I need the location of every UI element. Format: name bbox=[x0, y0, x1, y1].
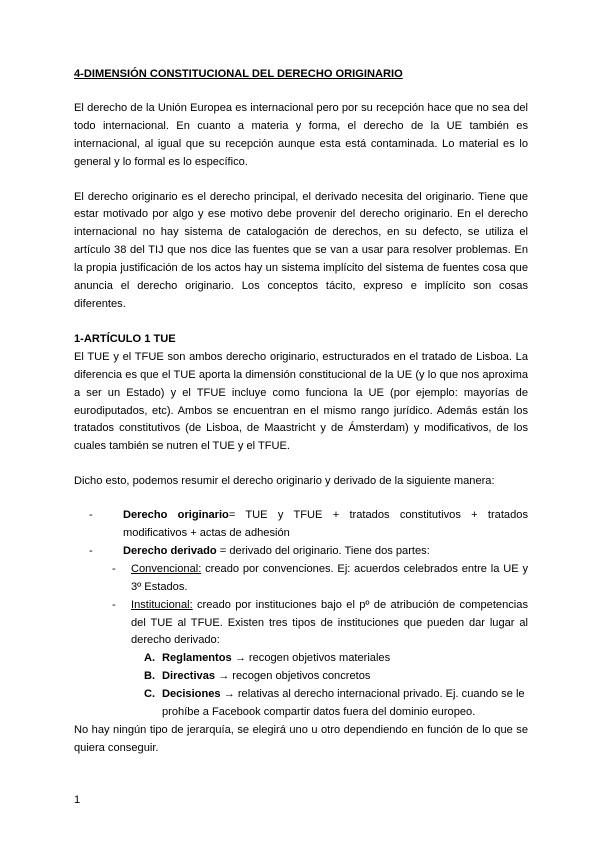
text-decisiones: → relativas al derecho internacional privado. Ej. cuando se le prohíbe a Facebook compartir datos fuera del dominio europeo. bbox=[162, 688, 525, 719]
term-originario: Derecho originario bbox=[123, 509, 229, 522]
summary-list bbox=[74, 507, 528, 722]
text-derivado: = derivado del originario. Tiene dos partes: bbox=[216, 544, 430, 557]
paragraph-originario: El derecho originario es el derecho principal, el derivado necesita del originario. Tiene que estar motivado por algo y ese motivo debe provenir del derecho originario. En el derecho internacional no hay sistema de catalogación de derechos, en su defecto, se utiliza el artículo 38 del TIJ que nos dice las fuentes que se van a usar para resolver problemas. En la propia justificación de los actos hay un sistema implícito del sistema de fuentes cosa que anuncia el derecho originario. Los conceptos tácito, expreso e implícito son cosas diferentes. bbox=[74, 190, 528, 310]
text-directivas: → recogen objetivos concretos bbox=[215, 670, 371, 683]
term-decisiones: Decisiones bbox=[162, 688, 221, 701]
paragraph-tue-tfue: El TUE y el TFUE son ambos derecho originario, estructurados en el tratado de Lisboa. La diferencia es que el TUE aporta la dimensión constitucional de la UE (y lo que nos aproxima a ser un Estado) y el TFUE incluye como funciona la UE (por ejemplo: mayorías de eurodiputados, etc). Ambos se encuentran en el mismo rango jurídico. Además están los tratados constitutivos (de Lisboa, de Maastricht y de Ámsterdam) y modificativos, de los cuales también se nutren el TUE y el TFUE. bbox=[74, 350, 528, 453]
page-number: 1 bbox=[74, 794, 81, 806]
text-originario: = TUE y TFUE + tratados constitutivos + tratados modificativos + actas de adhesión bbox=[123, 509, 528, 540]
term-convencional: Convencional: bbox=[131, 562, 202, 575]
page-title: 4-DIMENSIÓN CONSTITUCIONAL DEL DERECHO ORIGINARIO bbox=[74, 68, 403, 80]
marker-c: C. bbox=[144, 688, 156, 701]
alpha-list bbox=[74, 650, 528, 722]
term-derivado: Derecho derivado bbox=[123, 544, 217, 557]
text-reglamentos: → recogen objetivos materiales bbox=[231, 652, 391, 665]
alpha-item-reglamentos bbox=[144, 650, 528, 668]
list-item-derivado bbox=[89, 543, 528, 561]
alpha-item-decisiones bbox=[144, 686, 528, 722]
alpha-item-directivas bbox=[144, 668, 528, 686]
paragraph-summary-intro: Dicho esto, podemos resumir el derecho originario y derivado de la siguiente manera: bbox=[74, 475, 495, 488]
term-reglamentos: Reglamentos bbox=[162, 652, 232, 665]
paragraph-intro: El derecho de la Unión Europea es internacional pero por su recepción hace que no sea del todo internacional. En cuanto a materia y forma, el derecho de la UE también es internacional, al igual que su recepción aunque esta está contaminada. Lo material es lo general y lo formal es lo específico. bbox=[74, 101, 528, 168]
marker-b: B. bbox=[144, 670, 156, 683]
term-directivas: Directivas bbox=[162, 670, 216, 683]
text-convencional: creado por convenciones. Ej: acuerdos celebrados entre la UE y 3º Estados. bbox=[131, 562, 528, 593]
marker-a: A. bbox=[144, 652, 156, 665]
section-heading: 1-ARTÍCULO 1 TUE bbox=[74, 332, 176, 345]
sub-item-convencional bbox=[112, 561, 528, 597]
list-item-originario bbox=[89, 507, 528, 543]
text-institucional: creado por instituciones bajo el pº de atribución de competencias del TUE al TFUE. Existen tres tipos de instituciones que pueden dar lugar al derecho derivado: bbox=[131, 598, 528, 647]
term-institucional: Institucional: bbox=[131, 598, 193, 611]
sub-list bbox=[74, 561, 528, 651]
page-content bbox=[74, 66, 528, 758]
paragraph-conclusion: No hay ningún tipo de jerarquía, se elegirá uno u otro dependiendo en función de lo que se quiera conseguir. bbox=[74, 724, 528, 754]
sub-item-institucional bbox=[112, 597, 528, 651]
dash-list bbox=[74, 507, 528, 561]
